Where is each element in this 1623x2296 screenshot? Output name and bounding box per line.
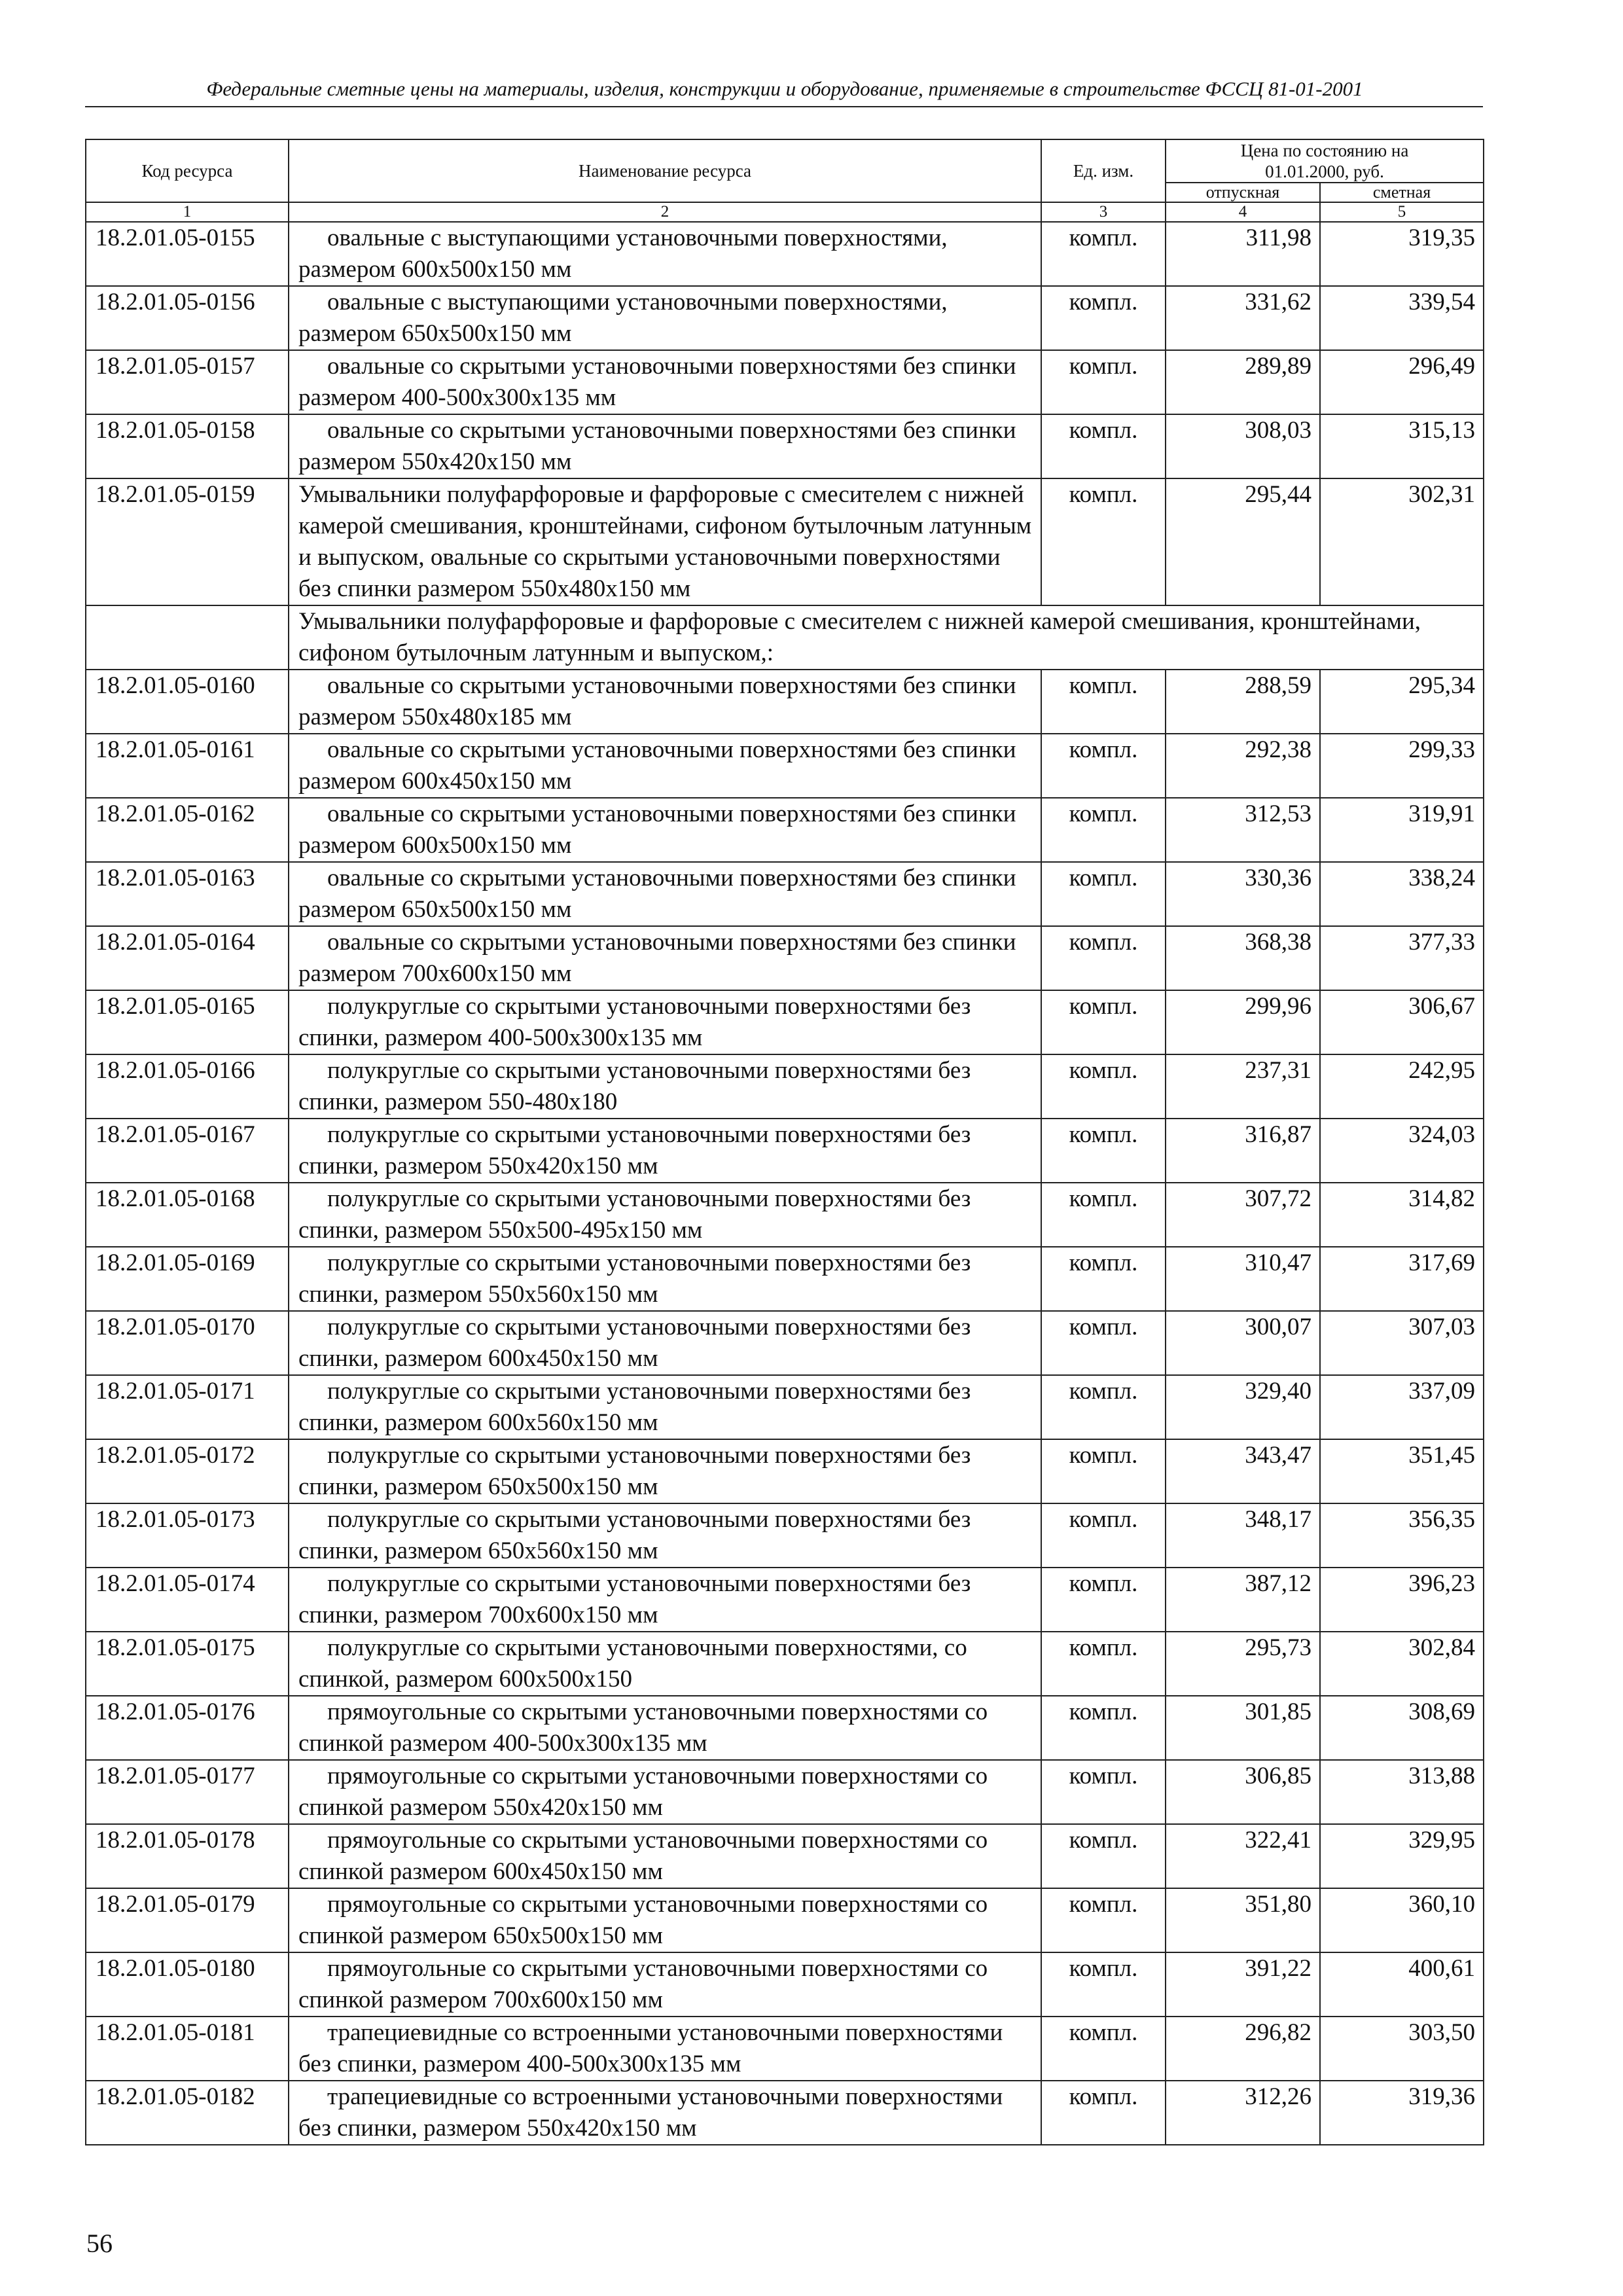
resource-name-text: овальные со скрытыми установочными поверхностями без спинки размером 650х500х150 мм [298,865,1016,923]
table-row [86,2081,1484,2145]
estimate-price: 356,35 [1320,1503,1484,1568]
resource-name-text: полукруглые со скрытыми установочными поверхностями без спинки, размером 650х500х150 мм [298,1442,971,1500]
resource-code: 18.2.01.05-0158 [86,414,289,478]
release-price: 316,87 [1166,1119,1320,1183]
estimate-price: 303,50 [1320,2017,1484,2081]
page-number: 56 [86,2229,113,2258]
estimate-price: 313,88 [1320,1760,1484,1824]
resource-name [289,2017,1041,2081]
group-header-row [86,605,1484,670]
resource-name [289,1247,1041,1311]
resource-code: 18.2.01.05-0166 [86,1054,289,1119]
estimate-price: 351,45 [1320,1439,1484,1503]
resource-name [289,1696,1041,1760]
table-row [86,1503,1484,1568]
resource-name-text: овальные со скрытыми установочными поверхностями без спинки размером 600х450х150 мм [298,736,1016,795]
table-row [86,2017,1484,2081]
resource-name-text: овальные со скрытыми установочными поверхностями без спинки размером 550х480х185 мм [298,672,1016,730]
resource-name-text: трапециевидные со встроенными установочными поверхностями без спинки, размером 550х420х150 мм [298,2083,1003,2142]
resource-name-text: овальные со скрытыми установочными поверхностями без спинки размером 700х600х150 мм [298,929,1016,987]
estimate-price: 242,95 [1320,1054,1484,1119]
col-number: 5 [1320,202,1484,222]
resource-unit: компл. [1041,222,1166,286]
table-row [86,1696,1484,1760]
col-header-release: отпускная [1166,183,1320,202]
resource-code: 18.2.01.05-0164 [86,926,289,990]
table-row [86,1952,1484,2017]
col-header-unit: Ед. изм. [1041,139,1166,202]
resource-unit: компл. [1041,2017,1166,2081]
resource-name [289,1632,1041,1696]
resource-name [289,926,1041,990]
resource-unit: компл. [1041,414,1166,478]
estimate-price: 306,67 [1320,990,1484,1054]
resource-code: 18.2.01.05-0155 [86,222,289,286]
table-row [86,862,1484,926]
table-row [86,1054,1484,1119]
col-header-name: Наименование ресурса [289,139,1041,202]
resource-name [289,1824,1041,1888]
table-row [86,1760,1484,1824]
col-header-code: Код ресурса [86,139,289,202]
resource-name-text: полукруглые со скрытыми установочными поверхностями без спинки, размером 600х450х150 мм [298,1314,971,1372]
resource-unit: компл. [1041,862,1166,926]
resource-name [289,1888,1041,1952]
estimate-price: 308,69 [1320,1696,1484,1760]
table-row [86,1247,1484,1311]
estimate-price: 400,61 [1320,1952,1484,2017]
estimate-price: 307,03 [1320,1311,1484,1375]
resource-unit: компл. [1041,1888,1166,1952]
estimate-price: 360,10 [1320,1888,1484,1952]
release-price: 237,31 [1166,1054,1320,1119]
resource-name-text: полукруглые со скрытыми установочными поверхностями без спинки, размером 650х560х150 мм [298,1506,971,1564]
resource-name [289,1952,1041,2017]
resource-unit: компл. [1041,350,1166,414]
estimate-price: 314,82 [1320,1183,1484,1247]
resource-code: 18.2.01.05-0182 [86,2081,289,2145]
release-price: 296,82 [1166,2017,1320,2081]
resource-name-text: полукруглые со скрытыми установочными поверхностями без спинки, размером 600х560х150 мм [298,1378,971,1436]
release-price: 301,85 [1166,1696,1320,1760]
resource-code: 18.2.01.05-0178 [86,1824,289,1888]
resource-name [289,1119,1041,1183]
release-price: 307,72 [1166,1183,1320,1247]
table-row [86,1888,1484,1952]
resource-code: 18.2.01.05-0176 [86,1696,289,1760]
table-row [86,1119,1484,1183]
resource-code: 18.2.01.05-0157 [86,350,289,414]
resource-name [289,1054,1041,1119]
col-number: 1 [86,202,289,222]
release-price: 312,26 [1166,2081,1320,2145]
resource-name [289,798,1041,862]
resource-unit: компл. [1041,478,1166,605]
release-price: 310,47 [1166,1247,1320,1311]
estimate-price: 319,35 [1320,222,1484,286]
resource-code: 18.2.01.05-0181 [86,2017,289,2081]
col-number: 3 [1041,202,1166,222]
resource-name [289,414,1041,478]
resource-unit: компл. [1041,1375,1166,1439]
release-price: 343,47 [1166,1439,1320,1503]
resource-name-text: прямоугольные со скрытыми установочными поверхностями со спинкой размером 650х500х150 мм [298,1891,988,1949]
resource-name-text: прямоугольные со скрытыми установочными поверхностями со спинкой размером 550х420х150 мм [298,1763,988,1821]
table-row [86,1183,1484,1247]
release-price: 306,85 [1166,1760,1320,1824]
estimate-price: 337,09 [1320,1375,1484,1439]
resource-code: 18.2.01.05-0177 [86,1760,289,1824]
table-row [86,286,1484,350]
table-row [86,1632,1484,1696]
resource-code: 18.2.01.05-0170 [86,1311,289,1375]
estimate-price: 396,23 [1320,1568,1484,1632]
resource-unit: компл. [1041,1311,1166,1375]
resource-unit: компл. [1041,1824,1166,1888]
resource-unit: компл. [1041,1119,1166,1183]
resource-code: 18.2.01.05-0162 [86,798,289,862]
resource-unit: компл. [1041,1696,1166,1760]
resource-unit: компл. [1041,1439,1166,1503]
resource-unit: компл. [1041,286,1166,350]
resource-name [289,286,1041,350]
table-row [86,1568,1484,1632]
table-row [86,1311,1484,1375]
release-price: 312,53 [1166,798,1320,862]
resource-unit: компл. [1041,1952,1166,2017]
table-row [86,350,1484,414]
resource-name [289,670,1041,734]
resource-name [289,862,1041,926]
release-price: 295,73 [1166,1632,1320,1696]
group-title: Умывальники полуфарфоровые и фарфоровые с смесителем с нижней камерой смешивания, кронштейнами, сифоном бутылочным латунным и выпуском,: [289,605,1484,670]
resource-unit: компл. [1041,1568,1166,1632]
estimate-price: 315,13 [1320,414,1484,478]
estimate-price: 324,03 [1320,1119,1484,1183]
release-price: 292,38 [1166,734,1320,798]
running-header: Федеральные сметные цены на материалы, изделия, конструкции и оборудование, применяемые в строительстве ФССЦ 81-01-2001 [206,77,1363,100]
table-row [86,734,1484,798]
resource-name: Умывальники полуфарфоровые и фарфоровые с смесителем с нижней камерой смешивания, кронштейнами, сифоном бутылочным латунным и выпуском, овальные со скрытыми установочными поверхностями без спинки размером 550х480х150 мм [289,478,1041,605]
resource-name-text: полукруглые со скрытыми установочными поверхностями без спинки, размером 700х600х150 мм [298,1570,971,1628]
resource-name-text: прямоугольные со скрытыми установочными поверхностями со спинкой размером 600х450х150 мм [298,1827,988,1885]
resource-name-text: овальные с выступающими установочными поверхностями, размером 600х500х150 мм [298,224,948,283]
resource-name-text: овальные со скрытыми установочными поверхностями без спинки размером 600х500х150 мм [298,800,1016,859]
estimate-price: 329,95 [1320,1824,1484,1888]
resource-name-text: прямоугольные со скрытыми установочными поверхностями со спинкой размером 700х600х150 мм [298,1955,988,2013]
resource-unit: компл. [1041,734,1166,798]
resource-name [289,1568,1041,1632]
col-number: 4 [1166,202,1320,222]
resource-code: 18.2.01.05-0159 [86,478,289,605]
table-row [86,222,1484,286]
resource-code: 18.2.01.05-0165 [86,990,289,1054]
table-row [86,1375,1484,1439]
release-price: 330,36 [1166,862,1320,926]
estimate-price: 339,54 [1320,286,1484,350]
resource-unit: компл. [1041,1503,1166,1568]
estimate-price: 338,24 [1320,862,1484,926]
release-price: 387,12 [1166,1568,1320,1632]
resource-name-text: полукруглые со скрытыми установочными поверхностями без спинки, размером 400-500х300х135 мм [298,993,971,1051]
release-price: 308,03 [1166,414,1320,478]
resource-code: 18.2.01.05-0167 [86,1119,289,1183]
resource-name [289,734,1041,798]
resource-code: 18.2.01.05-0161 [86,734,289,798]
resource-unit: компл. [1041,1760,1166,1824]
resource-name-text: полукруглые со скрытыми установочными поверхностями без спинки, размером 550х560х150 мм [298,1249,971,1308]
header-rule [85,106,1483,107]
release-price: 351,80 [1166,1888,1320,1952]
table-row [86,1824,1484,1888]
release-price: 348,17 [1166,1503,1320,1568]
resource-unit: компл. [1041,1632,1166,1696]
resource-code: 18.2.01.05-0160 [86,670,289,734]
resource-code: 18.2.01.05-0156 [86,286,289,350]
resource-unit: компл. [1041,2081,1166,2145]
resource-name [289,1439,1041,1503]
resource-unit: компл. [1041,990,1166,1054]
table-row [86,478,1484,605]
estimate-price: 295,34 [1320,670,1484,734]
resource-code: 18.2.01.05-0163 [86,862,289,926]
release-price: 368,38 [1166,926,1320,990]
col-header-estimate: сметная [1320,183,1484,202]
estimate-price: 319,91 [1320,798,1484,862]
resource-name-text: овальные со скрытыми установочными поверхностями без спинки размером 550х420х150 мм [298,417,1016,475]
resource-code: 18.2.01.05-0169 [86,1247,289,1311]
estimate-price: 317,69 [1320,1247,1484,1311]
release-price: 331,62 [1166,286,1320,350]
resource-code: 18.2.01.05-0179 [86,1888,289,1952]
col-header-price: Цена по состоянию на 01.01.2000, руб. [1166,139,1484,183]
table-row [86,1439,1484,1503]
estimate-price: 296,49 [1320,350,1484,414]
release-price: 295,44 [1166,478,1320,605]
resource-unit: компл. [1041,926,1166,990]
release-price: 299,96 [1166,990,1320,1054]
release-price: 391,22 [1166,1952,1320,2017]
resource-unit: компл. [1041,1247,1166,1311]
resource-name [289,990,1041,1054]
col-number: 2 [289,202,1041,222]
resource-code: 18.2.01.05-0173 [86,1503,289,1568]
resource-code: 18.2.01.05-0175 [86,1632,289,1696]
release-price: 288,59 [1166,670,1320,734]
resource-unit: компл. [1041,670,1166,734]
estimate-price: 299,33 [1320,734,1484,798]
resource-code: 18.2.01.05-0172 [86,1439,289,1503]
release-price: 322,41 [1166,1824,1320,1888]
resource-name [289,222,1041,286]
resource-name [289,1375,1041,1439]
resource-name-text: овальные с выступающими установочными поверхностями, размером 650х500х150 мм [298,289,948,347]
table-row [86,798,1484,862]
table-row [86,670,1484,734]
release-price: 289,89 [1166,350,1320,414]
resource-code: 18.2.01.05-0168 [86,1183,289,1247]
estimate-price: 302,31 [1320,478,1484,605]
resource-name-text: полукруглые со скрытыми установочными поверхностями без спинки, размером 550х420х150 мм [298,1121,971,1179]
resource-name [289,1183,1041,1247]
resource-name [289,1760,1041,1824]
estimate-price: 302,84 [1320,1632,1484,1696]
resource-code: 18.2.01.05-0174 [86,1568,289,1632]
table-row [86,990,1484,1054]
table-row [86,926,1484,990]
resource-name-text: трапециевидные со встроенными установочными поверхностями без спинки, размером 400-500х300х135 мм [298,2019,1003,2077]
resource-name-text: полукруглые со скрытыми установочными поверхностями, со спинкой, размером 600х500х150 [298,1634,967,1693]
resource-unit: компл. [1041,1183,1166,1247]
column-numbers-row [86,202,1484,222]
release-price: 300,07 [1166,1311,1320,1375]
resource-name [289,350,1041,414]
resource-name [289,2081,1041,2145]
resource-code: 18.2.01.05-0171 [86,1375,289,1439]
resource-name-text: овальные со скрытыми установочными поверхностями без спинки размером 400-500х300х135 мм [298,353,1016,411]
resource-name-text: прямоугольные со скрытыми установочными поверхностями со спинкой размером 400-500х300х135 мм [298,1698,988,1757]
resource-name-text: полукруглые со скрытыми установочными поверхностями без спинки, размером 550х500-495х150 мм [298,1185,971,1244]
resource-code: 18.2.01.05-0180 [86,1952,289,2017]
estimate-price: 377,33 [1320,926,1484,990]
table-row [86,414,1484,478]
resource-unit: компл. [1041,1054,1166,1119]
price-table [85,139,1484,2145]
resource-name [289,1311,1041,1375]
estimate-price: 319,36 [1320,2081,1484,2145]
resource-name-text: полукруглые со скрытыми установочными поверхностями без спинки, размером 550-480х180 [298,1057,971,1115]
resource-unit: компл. [1041,798,1166,862]
release-price: 329,40 [1166,1375,1320,1439]
release-price: 311,98 [1166,222,1320,286]
resource-name [289,1503,1041,1568]
